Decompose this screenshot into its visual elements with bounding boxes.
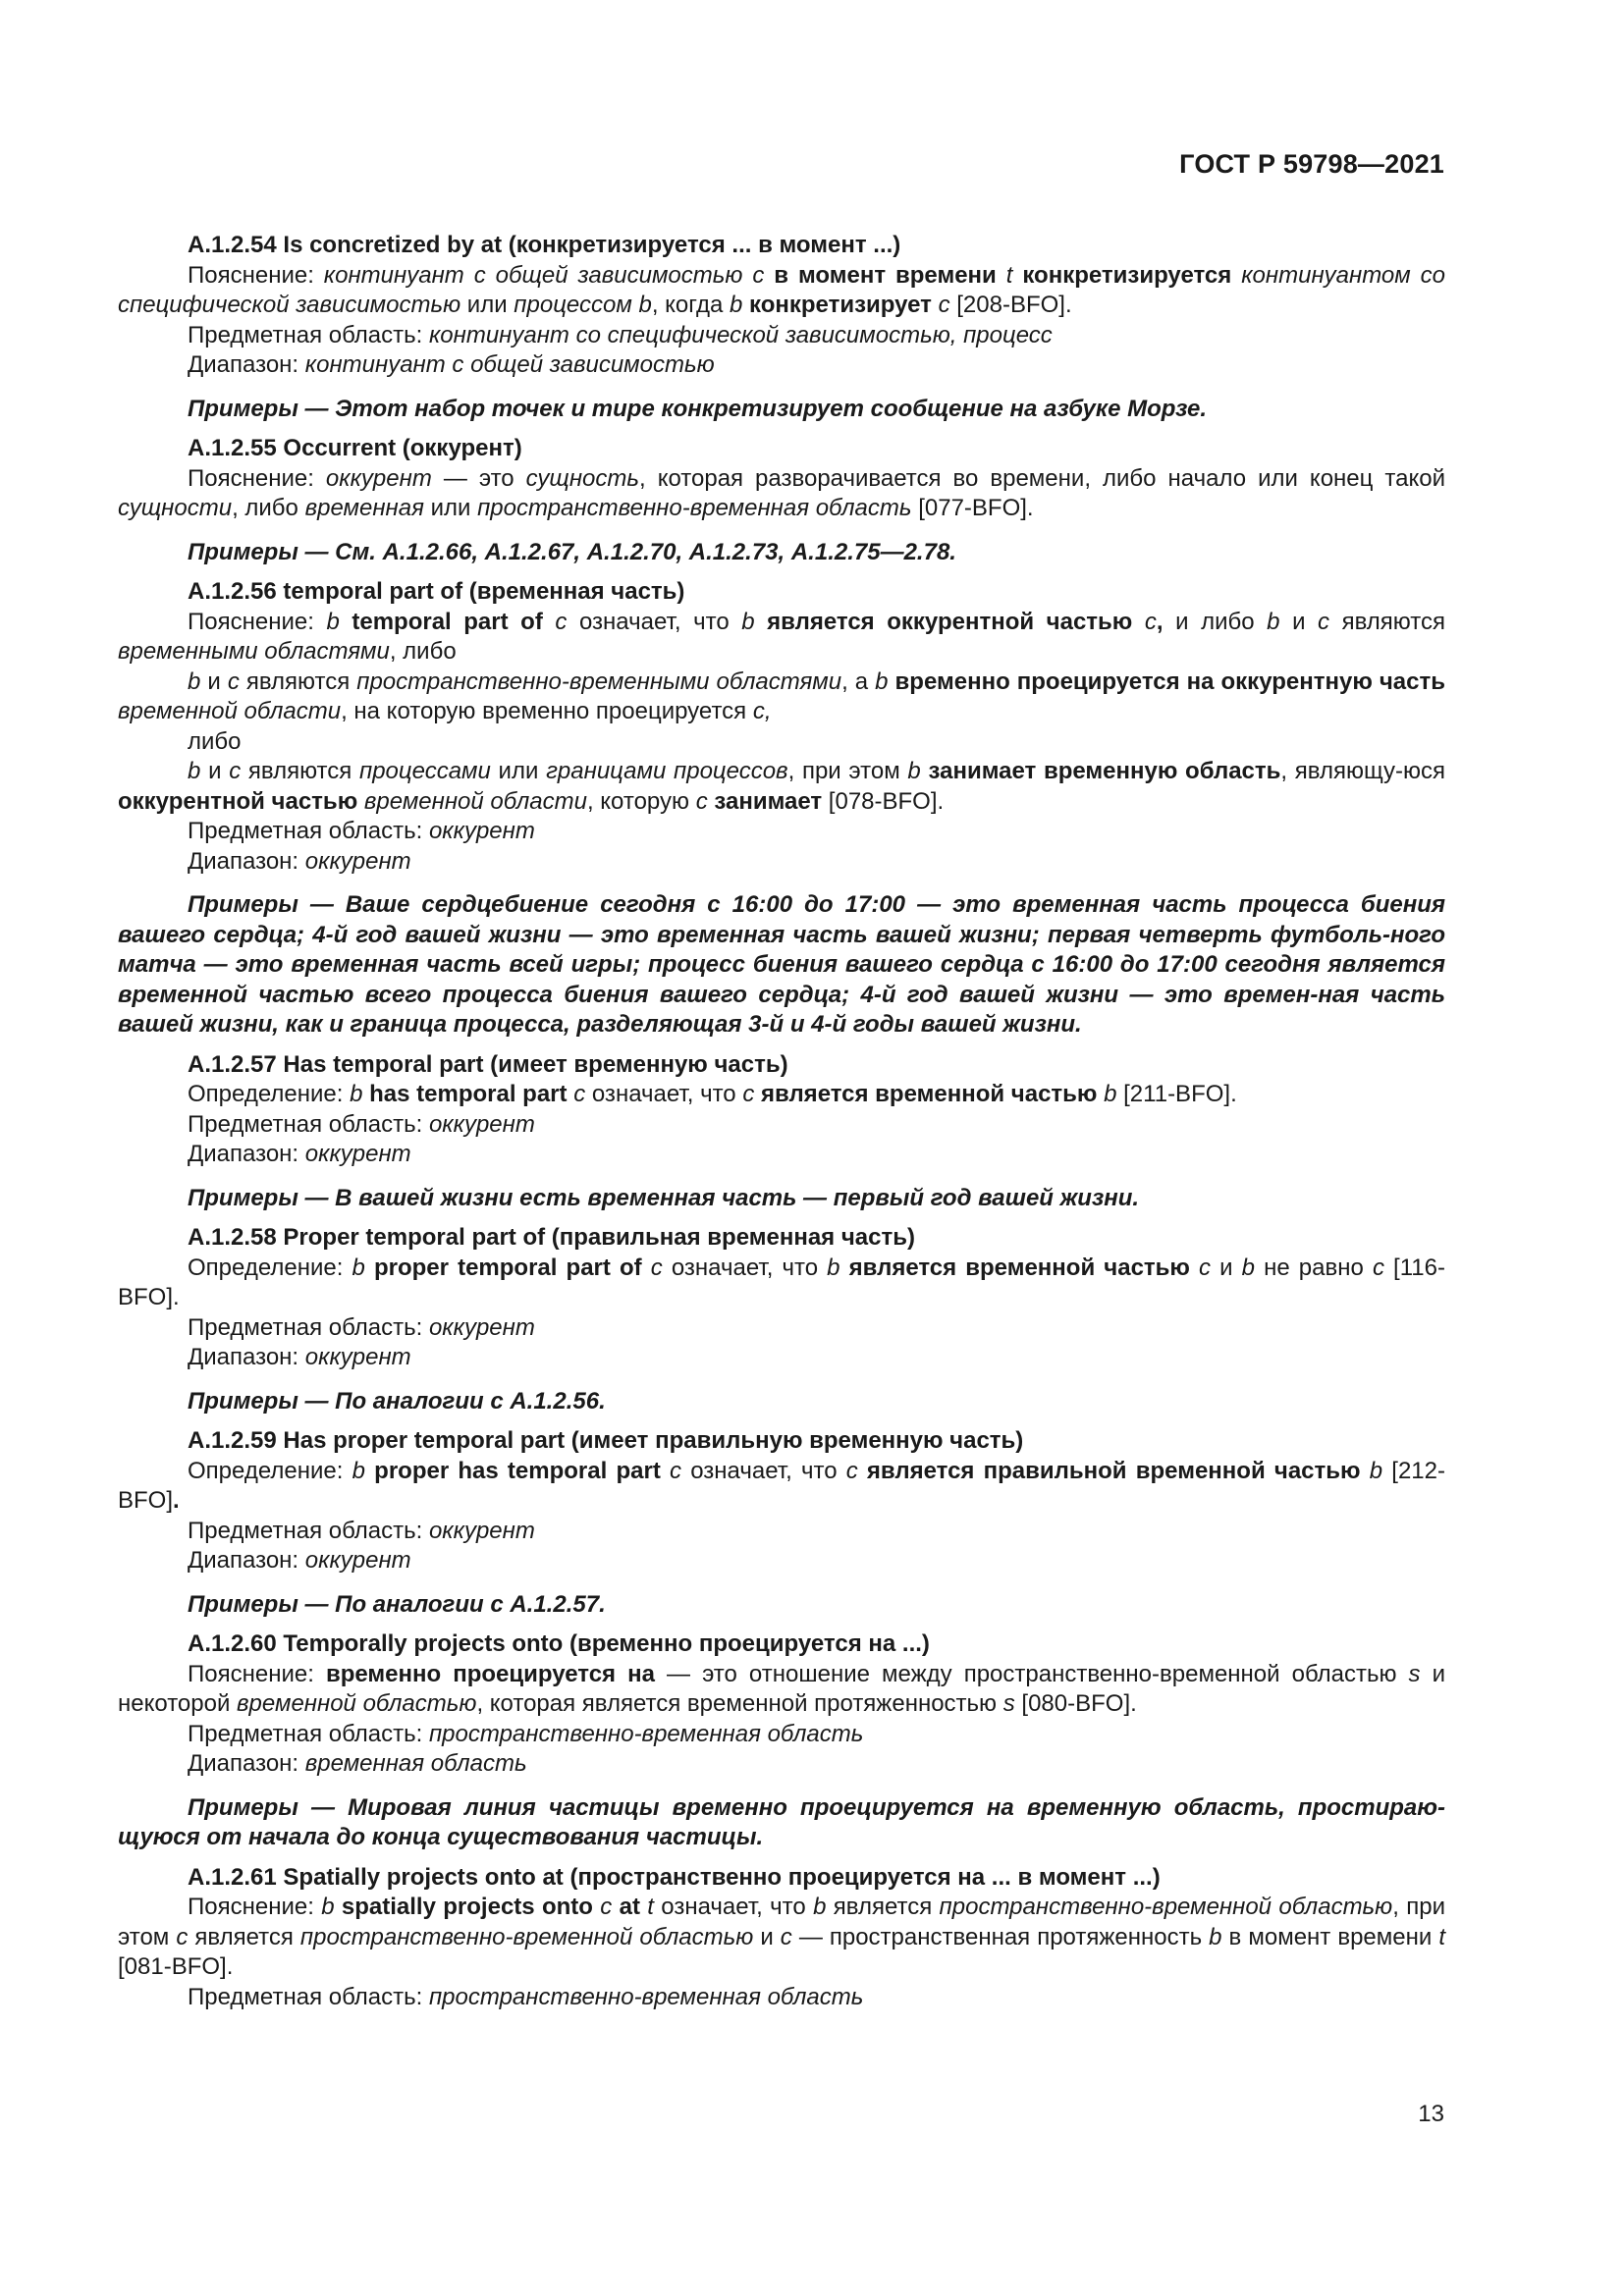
italic-run: оккурент — [428, 1517, 535, 1544]
paragraph — [118, 321, 1445, 351]
italic-run: оккурент — [304, 1344, 411, 1370]
text-run: Пояснение: — [188, 464, 326, 492]
paragraph — [118, 1546, 1445, 1576]
text-run: , являющу-юся — [1280, 758, 1445, 784]
italic-run: с — [600, 1894, 613, 1920]
italic-run: с — [229, 758, 242, 784]
paragraph — [118, 1983, 1445, 2013]
text-run: Предметная область: — [188, 1110, 429, 1138]
example-note: Примеры — Ваше сердцебиение сегодня с 16:00 до 17:00 — это временная часть процесса биения вашего сердца; 4-й год вашей жизни — это временная часть вашей жизни; первая четверть футболь-ного матча — это временная часть всей игры; процесс биения вашего сердца с 16:00 до 17:00 сегодня является временной частью всего процесса биения вашего сердца; 4-й год вашей жизни — это времен-ная часть вашей жизни, как и граница процесса, разделяющая 3-й и 4-й годы вашей жизни. — [118, 891, 1445, 1038]
paragraph — [118, 1660, 1445, 1720]
section-heading: А.1.2.56 temporal part of (временная часть) — [188, 578, 685, 605]
italic-run: процессами — [358, 758, 491, 784]
italic-run: b — [1241, 1254, 1255, 1281]
example-note: Примеры — В вашей жизни есть временная часть — первый год вашей жизни. — [188, 1184, 1140, 1211]
italic-run: с — [555, 608, 568, 635]
italic-run: временной области — [363, 787, 587, 815]
bold-run: proper has temporal part — [364, 1457, 671, 1484]
bold-run: является временной частью — [839, 1254, 1200, 1281]
text-run: — это — [431, 464, 526, 492]
italic-run: пространственно-временной областью — [299, 1923, 754, 1950]
italic-run: континуант с общей зависимостью — [304, 351, 715, 378]
paragraph — [118, 1140, 1445, 1170]
text-run: Пояснение: — [188, 261, 324, 289]
page-number: 13 — [1418, 2101, 1444, 2127]
italic-run: континуант с общей зависимостью с — [323, 261, 765, 289]
italic-run: с — [780, 1923, 792, 1950]
example-note: Примеры — См. А.1.2.66, А.1.2.67, А.1.2.70, А.1.2.73, А.1.2.75—2.78. — [188, 538, 956, 565]
paragraph — [118, 1343, 1445, 1373]
italic-run: оккурент — [428, 818, 535, 844]
text-run: Пояснение: — [188, 1660, 326, 1687]
text-run: или — [490, 758, 547, 784]
italic-run: с, — [752, 698, 772, 724]
paragraph — [118, 757, 1445, 817]
italic-run: с — [573, 1081, 586, 1107]
text-run: Предметная область: — [188, 1517, 429, 1544]
italic-run: с — [1144, 608, 1157, 635]
italic-run: оккурент — [304, 1547, 411, 1574]
bold-run: временно проецируется на оккурентную часть — [888, 667, 1445, 695]
text-run: означает, что — [662, 1254, 828, 1281]
text-run: означает, что — [653, 1894, 814, 1920]
section-heading: А.1.2.57 Has temporal part (имеет временную часть) — [188, 1050, 788, 1078]
italic-run: с — [1318, 608, 1330, 635]
text-run: Предметная область: — [188, 1313, 429, 1341]
text-run: и — [200, 667, 228, 695]
italic-run: временной области — [118, 698, 342, 724]
bold-run: оккурентной частью — [118, 787, 364, 815]
italic-run: пространственно-временной областью — [939, 1894, 1393, 1920]
text-run: или — [460, 292, 514, 318]
italic-run: b — [352, 1254, 365, 1281]
example-note: Примеры — По аналогии с А.1.2.57. — [188, 1590, 606, 1618]
text-run: , которая является временной протяженностью — [476, 1690, 1003, 1717]
bold-run: конкретизируется — [1012, 261, 1242, 289]
bold-run: занимает временную область — [920, 758, 1281, 784]
italic-run: с — [650, 1254, 663, 1281]
paragraph — [118, 1457, 1445, 1517]
italic-run: t — [1005, 261, 1013, 289]
bold-run: , — [1156, 608, 1164, 635]
text-run: Пояснение: — [188, 608, 327, 635]
italic-run: временная — [304, 495, 424, 521]
text-run: , при этом — [118, 1894, 1445, 1950]
text-run: либо — [188, 727, 242, 755]
paragraph — [118, 1517, 1445, 1547]
italic-run: b — [729, 292, 743, 318]
text-run: [212-BFO] — [118, 1457, 1445, 1514]
italic-run: пространственно-временная область — [428, 1720, 864, 1747]
text-run: [078-BFO]. — [822, 787, 945, 815]
text-run: Пояснение: — [188, 1894, 322, 1920]
paragraph — [118, 1110, 1445, 1141]
bold-run: конкретизирует — [742, 292, 939, 318]
text-run: является — [826, 1894, 940, 1920]
italic-run: b — [813, 1894, 827, 1920]
text-run: , на которую временно проецируется — [341, 698, 753, 724]
italic-run: оккурент — [304, 1141, 411, 1167]
bold-run: . — [173, 1487, 180, 1514]
text-run: и — [753, 1923, 781, 1950]
text-run: Диапазон: — [188, 1547, 305, 1574]
section-heading: А.1.2.58 Proper temporal part of (правильная временная часть) — [188, 1224, 915, 1251]
text-run: , когда — [651, 292, 730, 318]
text-run: и — [1279, 608, 1319, 635]
section-heading: А.1.2.61 Spatially projects onto at (пространственно проецируется на ... в момент ...) — [188, 1863, 1161, 1891]
example-note: Примеры — По аналогии с А.1.2.56. — [188, 1387, 606, 1415]
text-run: является — [188, 1923, 300, 1950]
text-run: означает, что — [585, 1081, 743, 1107]
bold-run: является оккурентной частью — [754, 608, 1145, 635]
text-run: — это отношение между пространственно-временной областью — [654, 1660, 1409, 1687]
section-heading: А.1.2.59 Has proper temporal part (имеет правильную временную часть) — [188, 1427, 1024, 1454]
section-heading: А.1.2.60 Temporally projects onto (временно проецируется на ...) — [188, 1630, 930, 1657]
paragraph — [118, 1720, 1445, 1750]
bold-run: proper temporal part of — [364, 1254, 651, 1281]
italic-run: оккурент — [428, 1313, 535, 1341]
text-run: Диапазон: — [188, 351, 305, 378]
text-run: и либо — [1163, 608, 1268, 635]
text-run: Предметная область: — [188, 818, 429, 844]
italic-run: b — [907, 758, 921, 784]
text-run: или — [423, 495, 478, 521]
text-run: не равно — [1255, 1254, 1373, 1281]
italic-run: с — [845, 1457, 858, 1484]
bold-run: является правильной временной частью — [857, 1457, 1370, 1484]
text-run: Предметная область: — [188, 1720, 429, 1747]
italic-run: b — [827, 1254, 840, 1281]
bold-run: занимает — [707, 787, 823, 815]
italic-run: b — [1369, 1457, 1383, 1484]
paragraph — [118, 727, 1445, 758]
paragraph — [118, 817, 1445, 847]
italic-run: сущности — [118, 495, 233, 521]
italic-run: с — [938, 292, 950, 318]
text-run: в момент времени — [1221, 1923, 1439, 1950]
italic-run: с — [176, 1923, 189, 1950]
italic-run: временной областью — [237, 1690, 477, 1717]
text-run: Диапазон: — [188, 1344, 305, 1370]
bold-run: временно проецируется на — [325, 1660, 655, 1687]
text-run: Диапазон: — [188, 1750, 305, 1777]
paragraph — [118, 350, 1445, 381]
text-run: [211-BFO]. — [1116, 1081, 1237, 1107]
italic-run: s — [1408, 1660, 1421, 1687]
paragraph — [118, 667, 1445, 727]
italic-run: с — [670, 1457, 682, 1484]
bold-run: в момент времени — [764, 261, 1006, 289]
italic-run: b — [1267, 608, 1280, 635]
italic-run: процессом b — [514, 292, 652, 318]
italic-run: b — [741, 608, 755, 635]
italic-run: континуантом со специфической зависимостью — [118, 261, 1446, 318]
paragraph — [118, 261, 1445, 321]
italic-run: временными областями — [118, 638, 390, 665]
text-run: являются — [241, 758, 359, 784]
italic-run: оккурент — [428, 1110, 535, 1138]
italic-run: континуант со специфической зависимостью, процесс — [428, 321, 1053, 348]
text-run: , при этом — [787, 758, 908, 784]
text-run: Предметная область: — [188, 1983, 429, 2010]
italic-run: b — [326, 608, 340, 635]
document-header: ГОСТ Р 59798—2021 — [1179, 149, 1444, 179]
italic-run: b — [352, 1457, 365, 1484]
italic-run: временная область — [304, 1750, 527, 1777]
italic-run: пространственно-временная область — [477, 495, 912, 521]
text-run: и — [200, 758, 230, 784]
section-heading: А.1.2.54 Is concretized by at (конкретизируется ... в момент ...) — [188, 232, 901, 258]
paragraph — [118, 1313, 1445, 1344]
text-run: Определение: — [188, 1254, 352, 1281]
document-body — [118, 225, 1445, 2012]
italic-run: t — [647, 1894, 654, 1920]
bold-run: has temporal part — [362, 1081, 574, 1107]
text-run: Предметная область: — [188, 321, 429, 348]
italic-run: b — [188, 758, 201, 784]
italic-run: пространственно-временными областями — [356, 667, 842, 695]
bold-run: является временной частью — [754, 1081, 1105, 1107]
text-run: означает, что — [681, 1457, 846, 1484]
text-run: Диапазон: — [188, 847, 305, 875]
paragraph — [118, 1254, 1445, 1313]
paragraph — [118, 1080, 1445, 1110]
text-run: являются — [239, 667, 357, 695]
italic-run: границами процессов — [546, 758, 788, 784]
italic-run: оккурент — [304, 847, 411, 875]
italic-run: с — [1372, 1254, 1384, 1281]
text-run: и — [1211, 1254, 1242, 1281]
example-note: Примеры — Мировая линия частицы временно проецируется на временную область, простираю-щуюся от начала до конца существования частицы. — [118, 1793, 1445, 1850]
italic-run: пространственно-временная область — [428, 1983, 864, 2010]
paragraph — [118, 464, 1445, 524]
italic-run: с — [742, 1081, 755, 1107]
bold-run: at — [612, 1894, 648, 1920]
text-run: , либо — [389, 638, 457, 665]
paragraph — [118, 608, 1445, 667]
text-run: [081-BFO]. — [118, 1953, 234, 1980]
italic-run: сущность — [525, 464, 639, 492]
italic-run: b — [188, 667, 201, 695]
text-run: являются — [1329, 608, 1445, 635]
italic-run: b — [321, 1894, 335, 1920]
italic-run: t — [1438, 1923, 1445, 1950]
text-run: [208-BFO]. — [949, 292, 1072, 318]
section-heading: А.1.2.55 Occurrent (оккурент) — [188, 435, 522, 461]
example-note: Примеры — Этот набор точек и тире конкретизирует сообщение на азбуке Морзе. — [188, 395, 1208, 422]
bold-run: temporal part of — [339, 608, 556, 635]
text-run: Определение: — [188, 1457, 352, 1484]
text-run: — пространственная протяженность — [791, 1923, 1210, 1950]
italic-run: b — [350, 1081, 363, 1107]
italic-run: b — [1104, 1081, 1117, 1107]
text-run: , а — [841, 667, 876, 695]
text-run: , либо — [232, 495, 305, 521]
text-run: означает, что — [567, 608, 742, 635]
italic-run: b — [875, 667, 889, 695]
text-run: и некоторой — [118, 1660, 1446, 1717]
paragraph — [118, 847, 1445, 878]
bold-run: spatially projects onto — [334, 1894, 601, 1920]
paragraph — [118, 1749, 1445, 1780]
paragraph — [118, 1893, 1445, 1983]
text-run: [080-BFO]. — [1014, 1690, 1137, 1717]
italic-run: b — [1209, 1923, 1222, 1950]
italic-run: с — [1199, 1254, 1212, 1281]
italic-run: оккурент — [325, 464, 432, 492]
text-run: [116-BFO]. — [118, 1254, 1445, 1310]
text-run: Диапазон: — [188, 1141, 305, 1167]
text-run: [077-BFO]. — [911, 495, 1034, 521]
italic-run: с — [227, 667, 240, 695]
text-run: , которую — [586, 787, 696, 815]
text-run: , которая разворачивается во времени, либо начало или конец такой — [639, 464, 1446, 492]
italic-run: с — [695, 787, 708, 815]
italic-run: s — [1002, 1690, 1015, 1717]
text-run: Определение: — [188, 1081, 351, 1107]
